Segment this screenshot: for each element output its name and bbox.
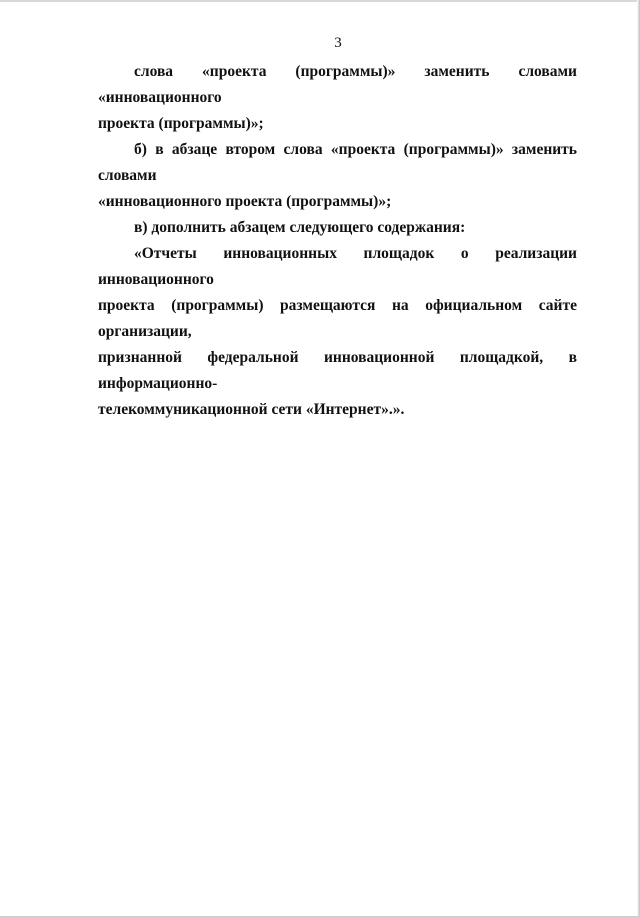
paragraph [98, 59, 577, 137]
paragraph [98, 241, 577, 423]
scan-edge [0, 0, 640, 2]
text-line: проекта (программы) размещаются на официальном сайте организации, [98, 297, 577, 340]
text-line: в) дополнить абзацем следующего содержания: [134, 219, 466, 236]
text-line: телекоммуникационной сети «Интернет».». [98, 401, 405, 418]
paragraph [98, 215, 577, 241]
text-line: б) в абзаце втором слова «проекта (программы)» заменить словами [98, 141, 577, 184]
text-line: слова «проекта (программы)» заменить словами «инновационного [98, 63, 577, 106]
page-number: 3 [334, 35, 342, 51]
document-body [98, 59, 577, 423]
text-line: проекта (программы)»; [98, 115, 264, 132]
paragraph [98, 137, 577, 215]
text-line: «Отчеты инновационных площадок о реализации инновационного [98, 245, 577, 288]
text-line: «инновационного проекта (программы)»; [98, 193, 392, 210]
text-line: признанной федеральной инновационной площадкой, в информационно- [98, 349, 577, 392]
